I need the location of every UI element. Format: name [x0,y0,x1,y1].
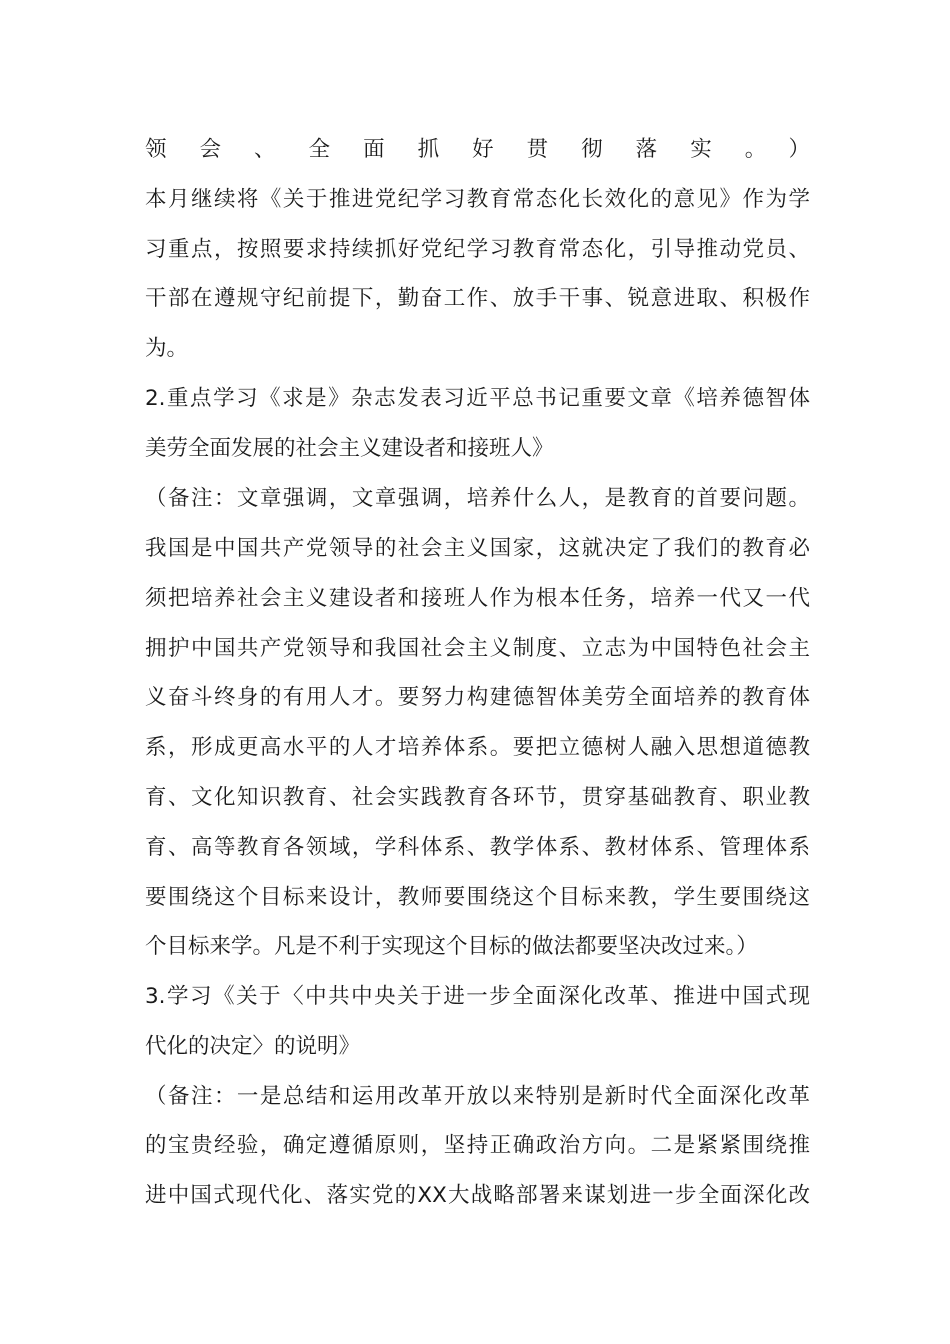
note-line: （备注：一是总结和运用改革开放以来特别是新时代全面深化改革 [145,1084,810,1109]
section-heading-line: 3.学习《关于〈中共中央关于进一步全面深化改革、推进中国式现 [145,984,810,1009]
note-line: 系，形成更高水平的人才培养体系。要把立德树人融入思想道德教 [145,735,810,760]
note-line: （备注：文章强调，文章强调，培养什么人，是教育的首要问题。 [145,486,810,511]
note-line: 须把培养社会主义建设者和接班人作为根本任务，培养一代又一代 [145,586,810,611]
note-line: 育、高等教育各领域，学科体系、教学体系、教材体系、管理体系 [145,835,810,860]
paragraph-line: 干部在遵规守纪前提下，勤奋工作、放手干事、锐意进取、积极作 [145,286,810,311]
paragraph-line: 本月继续将《关于推进党纪学习教育常态化长效化的意见》作为学 [145,187,810,212]
note-line: 要围绕这个目标来设计，教师要围绕这个目标来教，学生要围绕这 [145,885,810,910]
section-heading-line: 美劳全面发展的社会主义建设者和接班人》 [145,436,554,461]
note-line: 个目标来学。凡是不利于实现这个目标的做法都要坚决改过来。） [145,934,758,959]
paragraph-line: 习重点，按照要求持续抓好党纪学习教育常态化，引导推动党员、 [145,237,810,262]
note-line: 育、文化知识教育、社会实践教育各环节，贯穿基础教育、职业教 [145,785,810,810]
note-line: 我国是中国共产党领导的社会主义国家，这就决定了我们的教育必 [145,536,810,561]
paragraph-line: 领会、全面抓好贯彻落实。） [145,137,810,162]
note-line: 的宝贵经验，确定遵循原则，坚持正确政治方向。二是紧紧围绕推 [145,1133,810,1158]
note-line: 进中国式现代化、落实党的XX大战略部署来谋划进一步全面深化改 [145,1183,810,1208]
paragraph-line: 为。 [145,336,189,361]
note-line: 拥护中国共产党领导和我国社会主义制度、立志为中国特色社会主 [145,636,810,661]
note-line: 义奋斗终身的有用人才。要努力构建德智体美劳全面培养的教育体 [145,685,810,710]
section-heading-line: 2.重点学习《求是》杂志发表习近平总书记重要文章《培养德智体 [145,386,810,411]
section-heading-line: 代化的决定〉的说明》 [145,1034,361,1059]
